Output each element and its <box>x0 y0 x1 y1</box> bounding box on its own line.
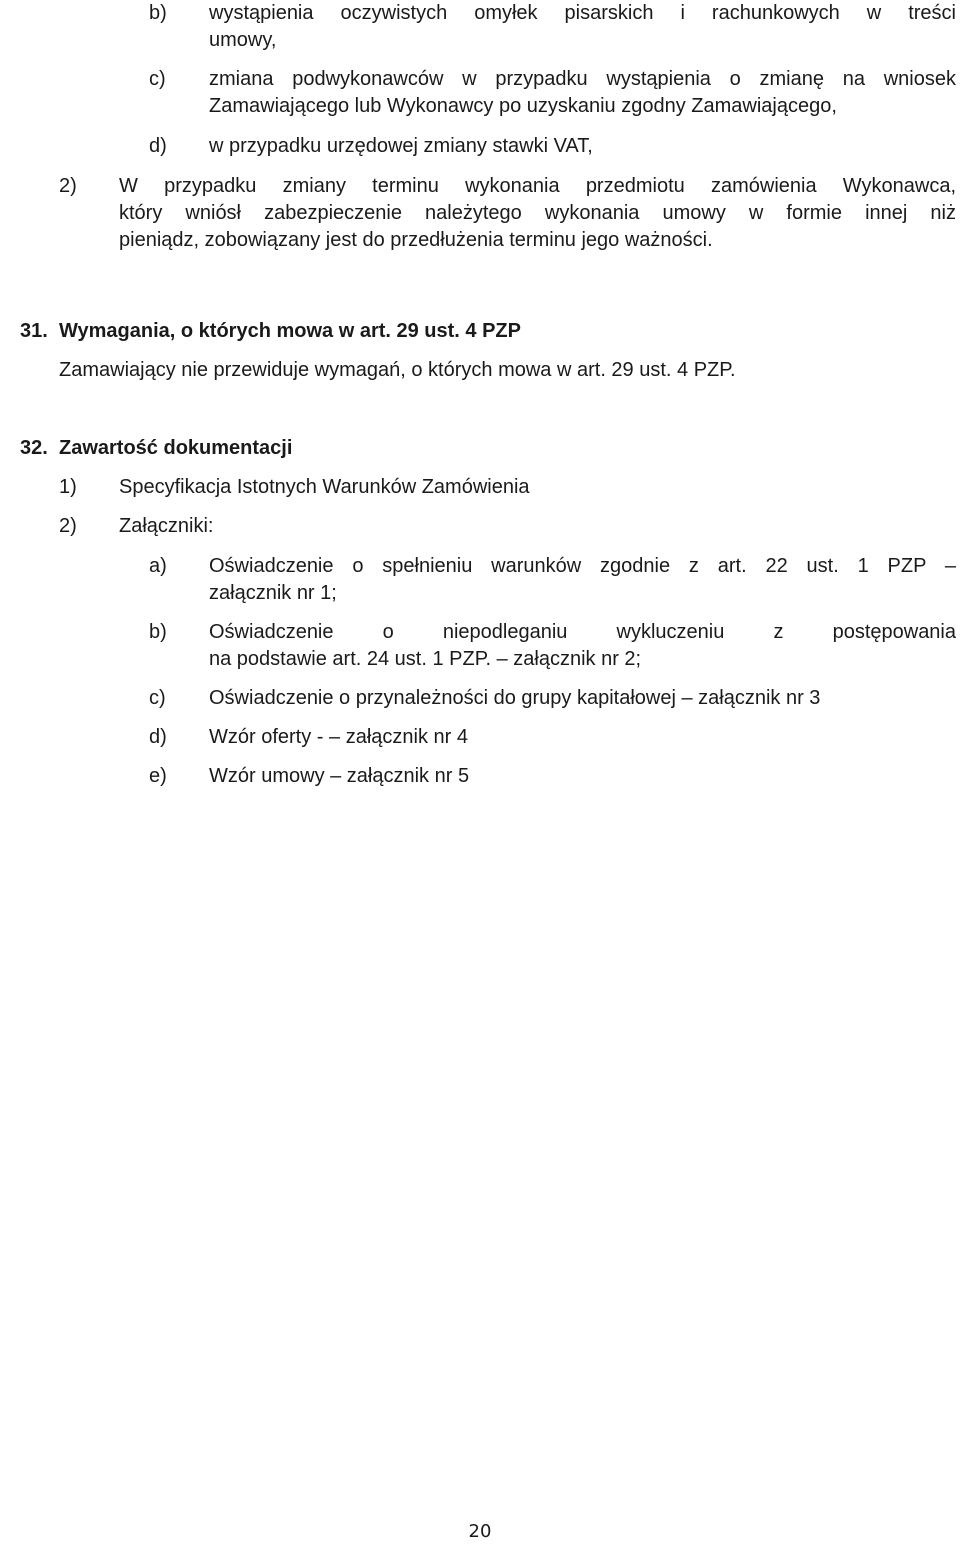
point-2-line1: W przypadku zmiany terminu wykonania przedmiotu zamówienia Wykonawca, <box>119 175 956 197</box>
list-item-d-marker: d) <box>149 135 167 157</box>
attachment-b-line2: na podstawie art. 24 ust. 1 PZP. – załącznik nr 2; <box>209 648 642 670</box>
attachment-c-line1: Oświadczenie o przynależności do grupy kapitałowej – załącznik nr 3 <box>209 687 821 709</box>
list-item-d-line1: w przypadku urzędowej zmiany stawki VAT, <box>209 135 593 157</box>
section-32-number: 32. <box>20 437 48 459</box>
attachment-a-line2: załącznik nr 1; <box>209 582 337 604</box>
attachment-d-marker: d) <box>149 726 167 748</box>
point-2-marker: 2) <box>59 175 77 197</box>
section-31-heading: Wymagania, o których mowa w art. 29 ust. 4 PZP <box>59 320 521 342</box>
attachment-b-line1: Oświadczenie o niepodleganiu wykluczeniu z postępowania <box>209 621 956 643</box>
list-item-c-line2: Zamawiającego lub Wykonawcy po uzyskaniu zgodny Zamawiającego, <box>209 95 837 117</box>
section-31-number: 31. <box>20 320 48 342</box>
point-2-line2: który wniósł zabezpieczenie należytego wykonania umowy w formie innej niż <box>119 202 956 224</box>
section-32-item-1-text: Specyfikacja Istotnych Warunków Zamówienia <box>119 476 530 498</box>
point-2-line3: pieniądz, zobowiązany jest do przedłużenia terminu jego ważności. <box>119 229 713 251</box>
attachment-b-marker: b) <box>149 621 167 643</box>
list-item-b-marker: b) <box>149 2 167 24</box>
attachment-e-line1: Wzór umowy – załącznik nr 5 <box>209 765 470 787</box>
section-32-heading: Zawartość dokumentacji <box>59 437 293 459</box>
attachment-c-marker: c) <box>149 687 166 709</box>
attachment-d-line1: Wzór oferty - – załącznik nr 4 <box>209 726 468 748</box>
section-32-item-1-marker: 1) <box>59 476 77 498</box>
list-item-b-line1: wystąpienia oczywistych omyłek pisarskich i rachunkowych w treści <box>209 2 956 24</box>
attachment-a-line1: Oświadczenie o spełnieniu warunków zgodnie z art. 22 ust. 1 PZP – <box>209 555 956 577</box>
list-item-b-line2: umowy, <box>209 29 277 51</box>
section-32-item-2-marker: 2) <box>59 515 77 537</box>
attachment-e-marker: e) <box>149 765 167 787</box>
list-item-c-marker: c) <box>149 68 166 90</box>
section-32-item-2-text: Załączniki: <box>119 515 214 537</box>
attachment-a-marker: a) <box>149 555 167 577</box>
list-item-c-line1: zmiana podwykonawców w przypadku wystąpienia o zmianę na wniosek <box>209 68 956 90</box>
page-number: 20 <box>468 1521 492 1542</box>
section-31-body: Zamawiający nie przewiduje wymagań, o których mowa w art. 29 ust. 4 PZP. <box>59 359 736 381</box>
